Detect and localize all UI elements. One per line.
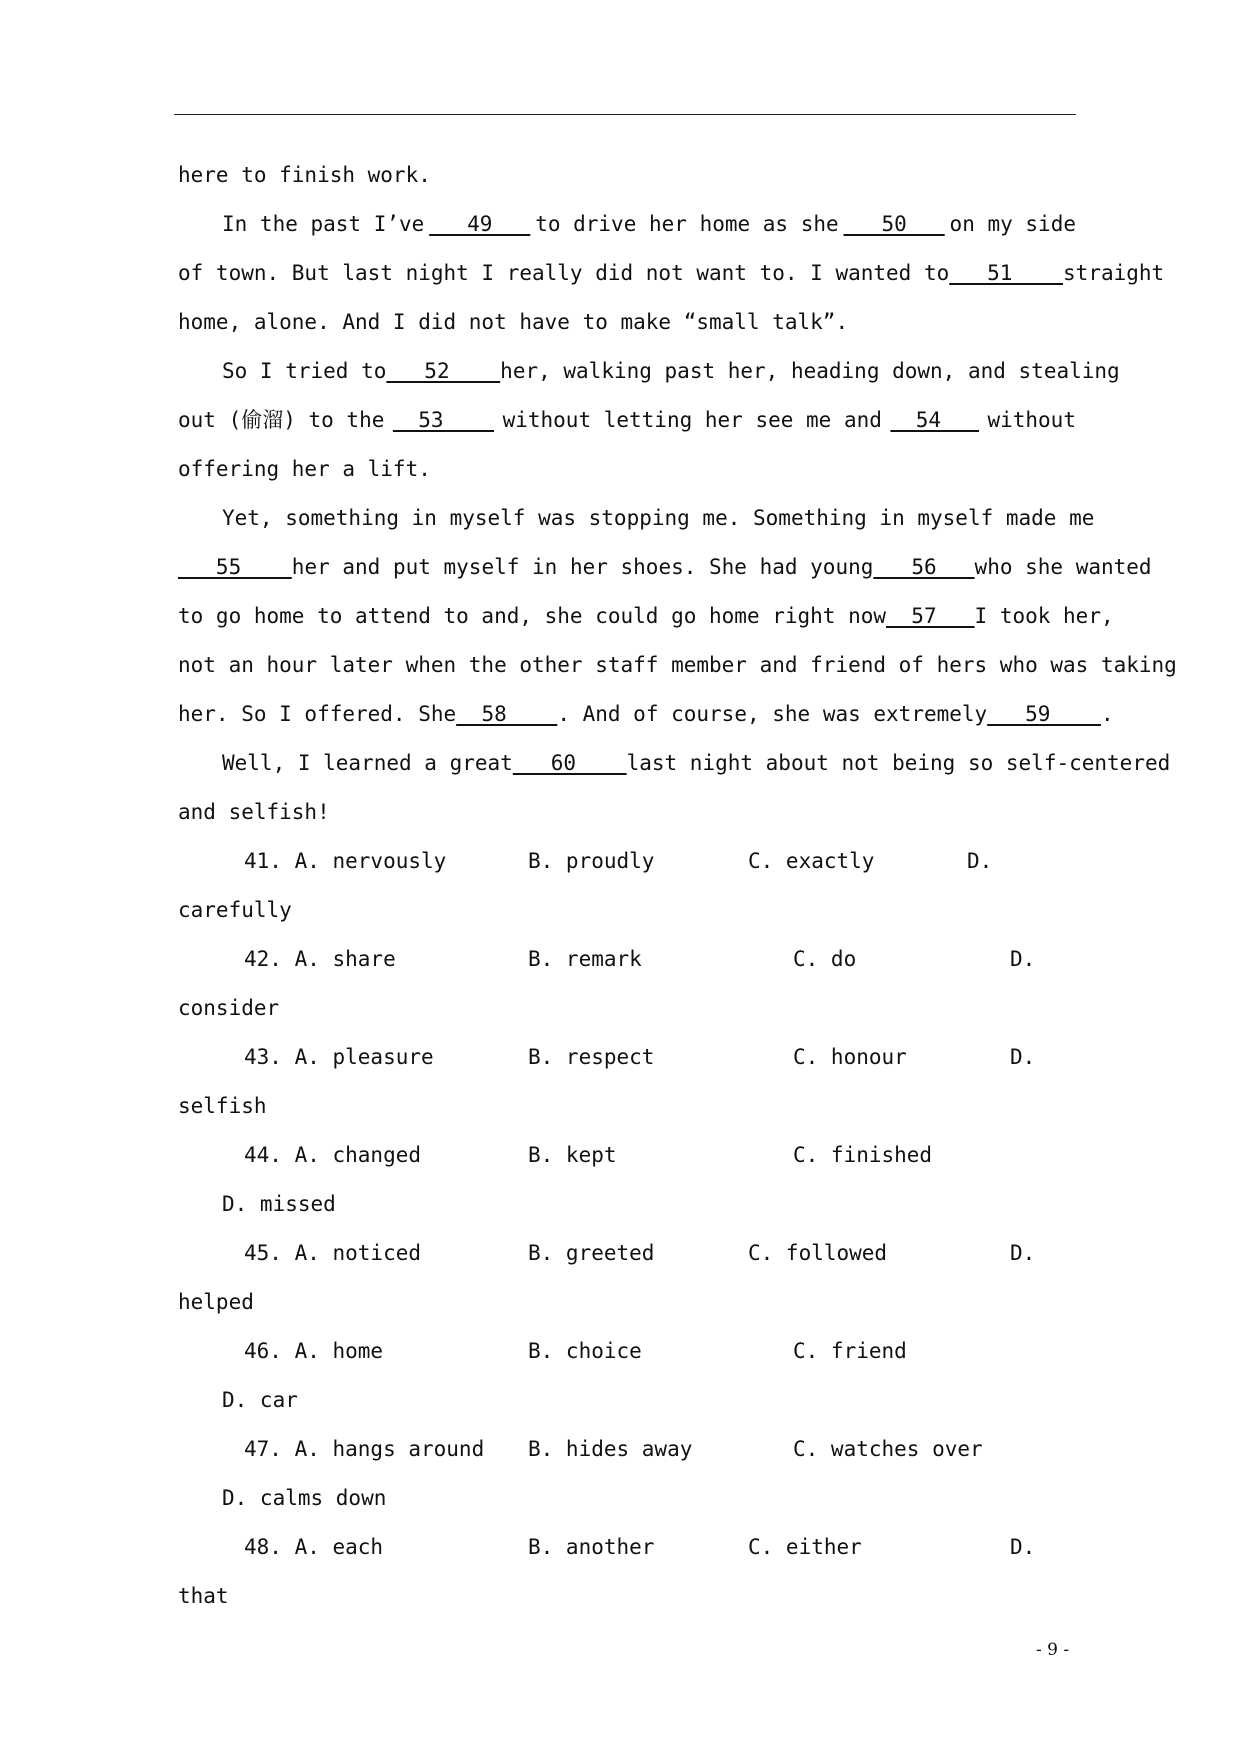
- question-48-option-c: C. either: [748, 1535, 862, 1559]
- question-44-option-c: C. finished: [793, 1143, 933, 1167]
- passage-line-1: here to finish work.: [178, 163, 431, 187]
- question-42-option-a: 42. A. share: [244, 947, 396, 971]
- blank-59: 59: [987, 702, 1101, 726]
- passage-line-14: and selfish!: [178, 800, 330, 824]
- question-47-option-a: 47. A. hangs around: [244, 1437, 485, 1461]
- question-41-option-a: 41. A. nervously: [244, 849, 447, 873]
- passage-line-12: her. So I offered. She 58 . And of course, she was extremely 59 .: [178, 696, 1076, 732]
- question-44-option-d: D. missed: [222, 1192, 336, 1216]
- header-rule: [174, 114, 1076, 115]
- question-44-option-a: 44. A. changed: [244, 1143, 422, 1167]
- passage-line-8: Yet, something in myself was stopping me. Something in myself made me: [222, 506, 1095, 530]
- passage-line-2: In the past I’ve 49 to drive her home as she 50 on my side: [222, 206, 1076, 242]
- blank-54: 54: [890, 408, 979, 432]
- passage-line-3: of town. But last night I really did not want to. I wanted to 51 straight: [178, 255, 1076, 291]
- blank-57: 57: [886, 604, 975, 628]
- blank-51: 51: [949, 261, 1064, 285]
- question-45-option-d: helped: [178, 1290, 254, 1314]
- question-45-option-c: C. followed: [748, 1241, 888, 1265]
- question-45-option-d-label: D.: [1010, 1241, 1036, 1265]
- passage-line-11: not an hour later when the other staff member and friend of hers who was taking: [178, 653, 1177, 677]
- question-45-option-b: B. greeted: [528, 1241, 655, 1265]
- passage-line-10: to go home to attend to and, she could go home right now 57 I took her,: [178, 598, 1076, 634]
- question-42-option-b: B. remark: [528, 947, 642, 971]
- passage-line-7: offering her a lift.: [178, 457, 431, 481]
- question-48-option-d: that: [178, 1584, 229, 1608]
- question-48-option-b: B. another: [528, 1535, 655, 1559]
- question-44-option-b: B. kept: [528, 1143, 617, 1167]
- passage-line-9: 55 her and put myself in her shoes. She had young 56 who she wanted: [178, 549, 1076, 585]
- question-47-option-b: B. hides away: [528, 1437, 693, 1461]
- question-46-option-a: 46. A. home: [244, 1339, 384, 1363]
- question-42-option-c: C. do: [793, 947, 857, 971]
- blank-52: 52: [386, 359, 501, 383]
- question-43-option-b: B. respect: [528, 1045, 655, 1069]
- blank-60: 60: [512, 751, 627, 775]
- blank-56: 56: [873, 555, 975, 579]
- blank-58: 58: [456, 702, 558, 726]
- passage-line-6: out (偷溜) to the 53 without letting her see me and 54 without: [178, 402, 1076, 438]
- question-43-option-a: 43. A. pleasure: [244, 1045, 434, 1069]
- question-48-option-a: 48. A. each: [244, 1535, 384, 1559]
- question-43-option-c: C. honour: [793, 1045, 907, 1069]
- blank-50: 50: [843, 212, 945, 236]
- passage-line-4: home, alone. And I did not have to make “small talk”.: [178, 310, 849, 334]
- question-47-option-c: C. watches over: [793, 1437, 983, 1461]
- question-47-option-d: D. calms down: [222, 1486, 387, 1510]
- question-46-option-c: C. friend: [793, 1339, 907, 1363]
- page-number: - 9 -: [1036, 1640, 1070, 1660]
- question-41-option-d-label: D.: [967, 849, 993, 873]
- question-46-option-b: B. choice: [528, 1339, 642, 1363]
- question-43-option-d: selfish: [178, 1094, 267, 1118]
- question-42-option-d-label: D.: [1010, 947, 1036, 971]
- question-43-option-d-label: D.: [1010, 1045, 1036, 1069]
- passage-line-5: So I tried to 52 her, walking past her, heading down, and stealing: [222, 353, 1076, 389]
- question-41-option-d: carefully: [178, 898, 292, 922]
- question-46-option-d: D. car: [222, 1388, 298, 1412]
- passage-line-13: Well, I learned a great 60 last night about not being so self-centered: [222, 745, 1076, 781]
- question-41-option-b: B. proudly: [528, 849, 655, 873]
- question-45-option-a: 45. A. noticed: [244, 1241, 422, 1265]
- blank-49: 49: [429, 212, 531, 236]
- question-41-option-c: C. exactly: [748, 849, 875, 873]
- blank-55: 55: [178, 555, 292, 579]
- question-48-option-d-label: D.: [1010, 1535, 1036, 1559]
- question-42-option-d: consider: [178, 996, 280, 1020]
- blank-53: 53: [392, 408, 495, 432]
